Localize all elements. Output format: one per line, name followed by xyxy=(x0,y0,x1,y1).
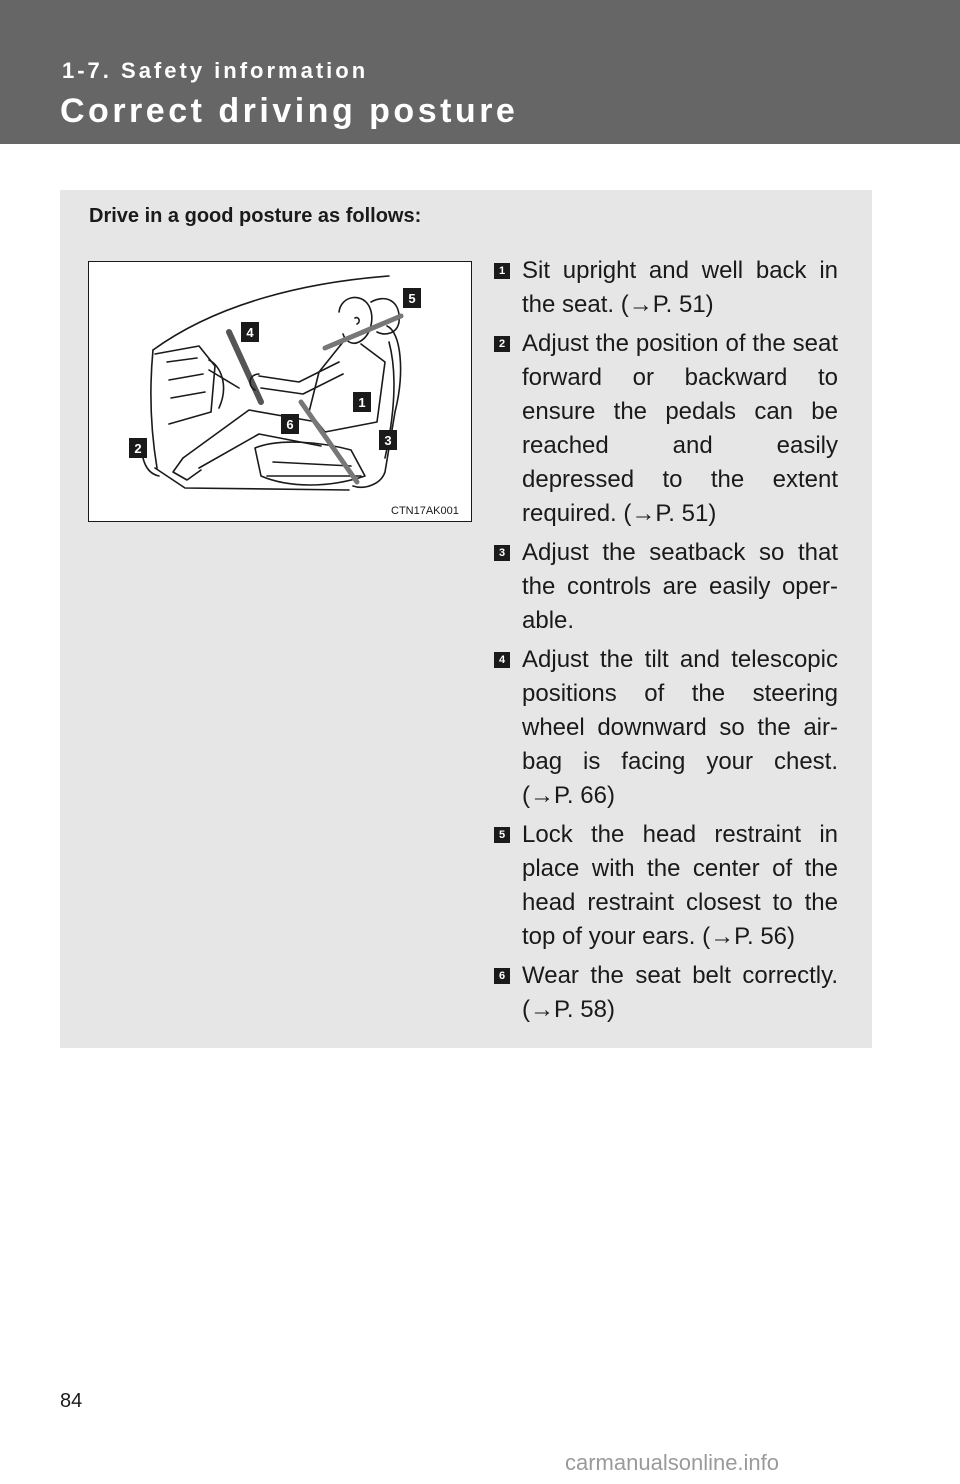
step-number-badge: 3 xyxy=(494,545,510,561)
callout-5: 5 xyxy=(408,291,416,306)
driver-seat-diagram xyxy=(89,262,471,521)
step-number-badge: 5 xyxy=(494,827,510,843)
list-item xyxy=(494,818,838,954)
section-heading: 1-7. Safety information xyxy=(62,58,369,83)
step-number-badge: 6 xyxy=(494,968,510,984)
step-text: Adjust the seatback so that the controls are easily oper-able. xyxy=(522,539,838,634)
list-item xyxy=(494,254,838,322)
steering-wheel xyxy=(229,332,261,402)
callout-4: 4 xyxy=(246,325,254,340)
figure-code: CTN17AK001 xyxy=(391,505,459,517)
lead-text: Drive in a good posture as follows: xyxy=(89,205,422,227)
driving-posture-illustration xyxy=(88,261,472,522)
page-title: Correct driving posture xyxy=(60,92,519,130)
callout-1: 1 xyxy=(358,395,366,410)
posture-steps xyxy=(494,254,838,1032)
page-number: 84 xyxy=(60,1390,83,1412)
list-item xyxy=(494,959,838,1027)
page-header xyxy=(0,0,960,144)
callout-3: 3 xyxy=(384,433,392,448)
step-text: Adjust the position of the seat forward or backward to ensure the pedals can be reached and easily depressed to the extent required. (→P. 51) xyxy=(522,330,838,527)
step-text: Sit upright and well back in the seat. (→P. 51) xyxy=(522,257,838,318)
driver-torso xyxy=(309,342,385,432)
list-item xyxy=(494,643,838,813)
callout-6: 6 xyxy=(286,417,294,432)
list-item xyxy=(494,327,838,531)
step-text: Adjust the tilt and telescopic positions of the steering wheel downward so the air-bag is facing your chest. (→P. 66) xyxy=(522,646,838,809)
step-text: Wear the seat belt correctly. (→P. 58) xyxy=(522,962,838,1023)
list-item xyxy=(494,536,838,638)
step-number-badge: 1 xyxy=(494,263,510,279)
callout-markers xyxy=(129,288,421,458)
step-number-badge: 2 xyxy=(494,336,510,352)
roof-line xyxy=(153,276,389,350)
watermark: carmanualsonline.info xyxy=(565,1450,780,1475)
callout-2: 2 xyxy=(134,441,142,456)
step-text: Lock the head restraint in place with the center of the head restraint closest to the top of your ears. (→P. 56) xyxy=(522,821,838,950)
step-number-badge: 4 xyxy=(494,652,510,668)
